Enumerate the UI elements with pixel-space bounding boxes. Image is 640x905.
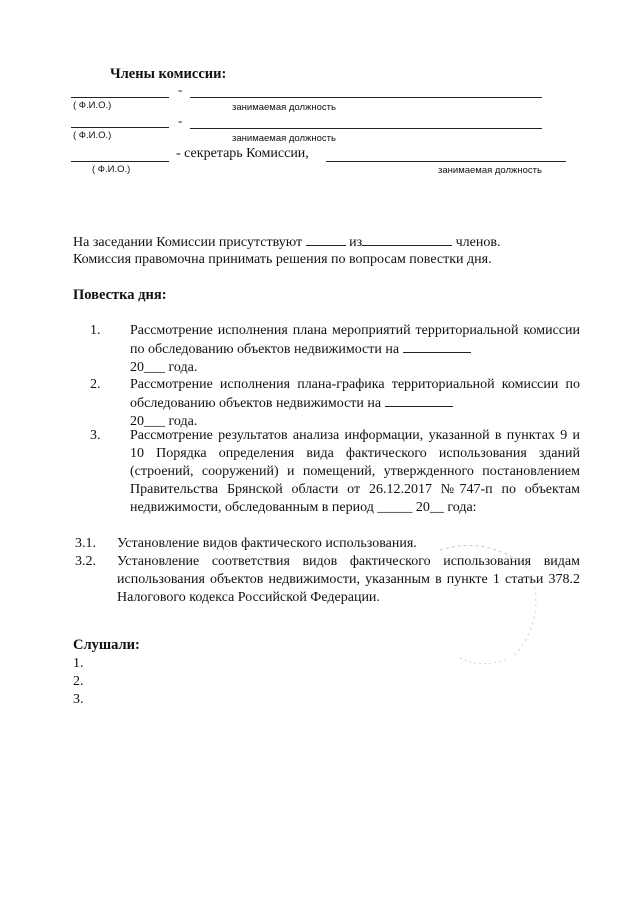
attendance-blank-total	[362, 233, 452, 246]
position-line-2	[190, 128, 542, 129]
attendance-blank-present	[306, 233, 346, 246]
fio-line-secretary	[71, 161, 169, 162]
agenda-item-2	[75, 376, 580, 431]
dash-1: -	[178, 82, 183, 97]
position-line-secretary	[326, 161, 566, 162]
attendance-part1: На заседании Комиссии присутствуют	[73, 235, 303, 250]
agenda-item-3-1-text: Установление видов фактического использования.	[117, 536, 417, 551]
agenda-item-1-num: 1.	[90, 323, 101, 338]
agenda-item-3-1-num: 3.1.	[75, 536, 96, 551]
agenda-item-1	[75, 322, 580, 377]
attendance-line2: Комиссия правомочна принимать решения по вопросам повестки дня.	[73, 252, 492, 267]
agenda-item-2-blank	[385, 394, 453, 407]
position-label-2: занимаемая должность	[232, 133, 336, 144]
heard-item-2: 2.	[73, 674, 84, 689]
attendance-part3: членов.	[455, 235, 501, 250]
agenda-item-3-2-num: 3.2.	[75, 554, 96, 569]
agenda-item-2-text: Рассмотрение исполнения плана-графика территориальной комиссии по обследованию объектов недвижимости на	[130, 377, 580, 411]
agenda-heading: Повестка дня:	[73, 287, 167, 303]
agenda-item-2-num: 2.	[90, 377, 101, 392]
attendance-part2: из	[349, 235, 363, 250]
position-label-secretary: занимаемая должность	[438, 165, 542, 176]
agenda-item-1-blank	[403, 340, 471, 353]
agenda-item-1-tail: 20___ года.	[130, 360, 198, 375]
faint-stamp-mark	[420, 540, 540, 670]
agenda-item-3-text: Рассмотрение результатов анализа информации, указанной в пунктах 9 и 10 Порядка определения вида фактического использования зданий (строений, сооружений) и помещений, утвержденного постановлением Правительства Брянской области от 26.12.2017 №747-п по объектам недвижимости, обследованным в период _____ 20__ года:	[130, 428, 580, 515]
position-line-1	[190, 97, 542, 98]
fio-line-1	[71, 97, 169, 98]
fio-line-2	[71, 127, 169, 128]
agenda-item-2-tail: 20___ года.	[130, 414, 198, 429]
agenda-item-3-num: 3.	[90, 428, 101, 443]
fio-label-2: ( Ф.И.О.)	[73, 130, 112, 141]
heard-item-3: 3.	[73, 692, 84, 707]
heard-item-1: 1.	[73, 656, 84, 671]
members-heading: Члены комиссии:	[110, 66, 227, 82]
fio-label-secretary: ( Ф.И.О.)	[92, 164, 131, 175]
secretary-text: - секретарь Комиссии,	[176, 146, 309, 161]
dash-2: -	[178, 113, 183, 128]
heard-heading: Слушали:	[73, 637, 140, 653]
attendance-line	[73, 233, 593, 252]
agenda-item-1-text: Рассмотрение исполнения плана мероприятий территориальной комиссии по обследованию объектов недвижимости на	[130, 323, 580, 357]
agenda-item-3-2-text: Установление соответствия видов фактического использования видам использования объектов недвижимости, указанным в пункте 1 статьи 378.2 Налогового кодекса Российской Федерации.	[117, 554, 580, 605]
fio-label-1: ( Ф.И.О.)	[73, 100, 112, 111]
agenda-item-3	[75, 427, 580, 517]
position-label-1: занимаемая должность	[232, 102, 336, 113]
